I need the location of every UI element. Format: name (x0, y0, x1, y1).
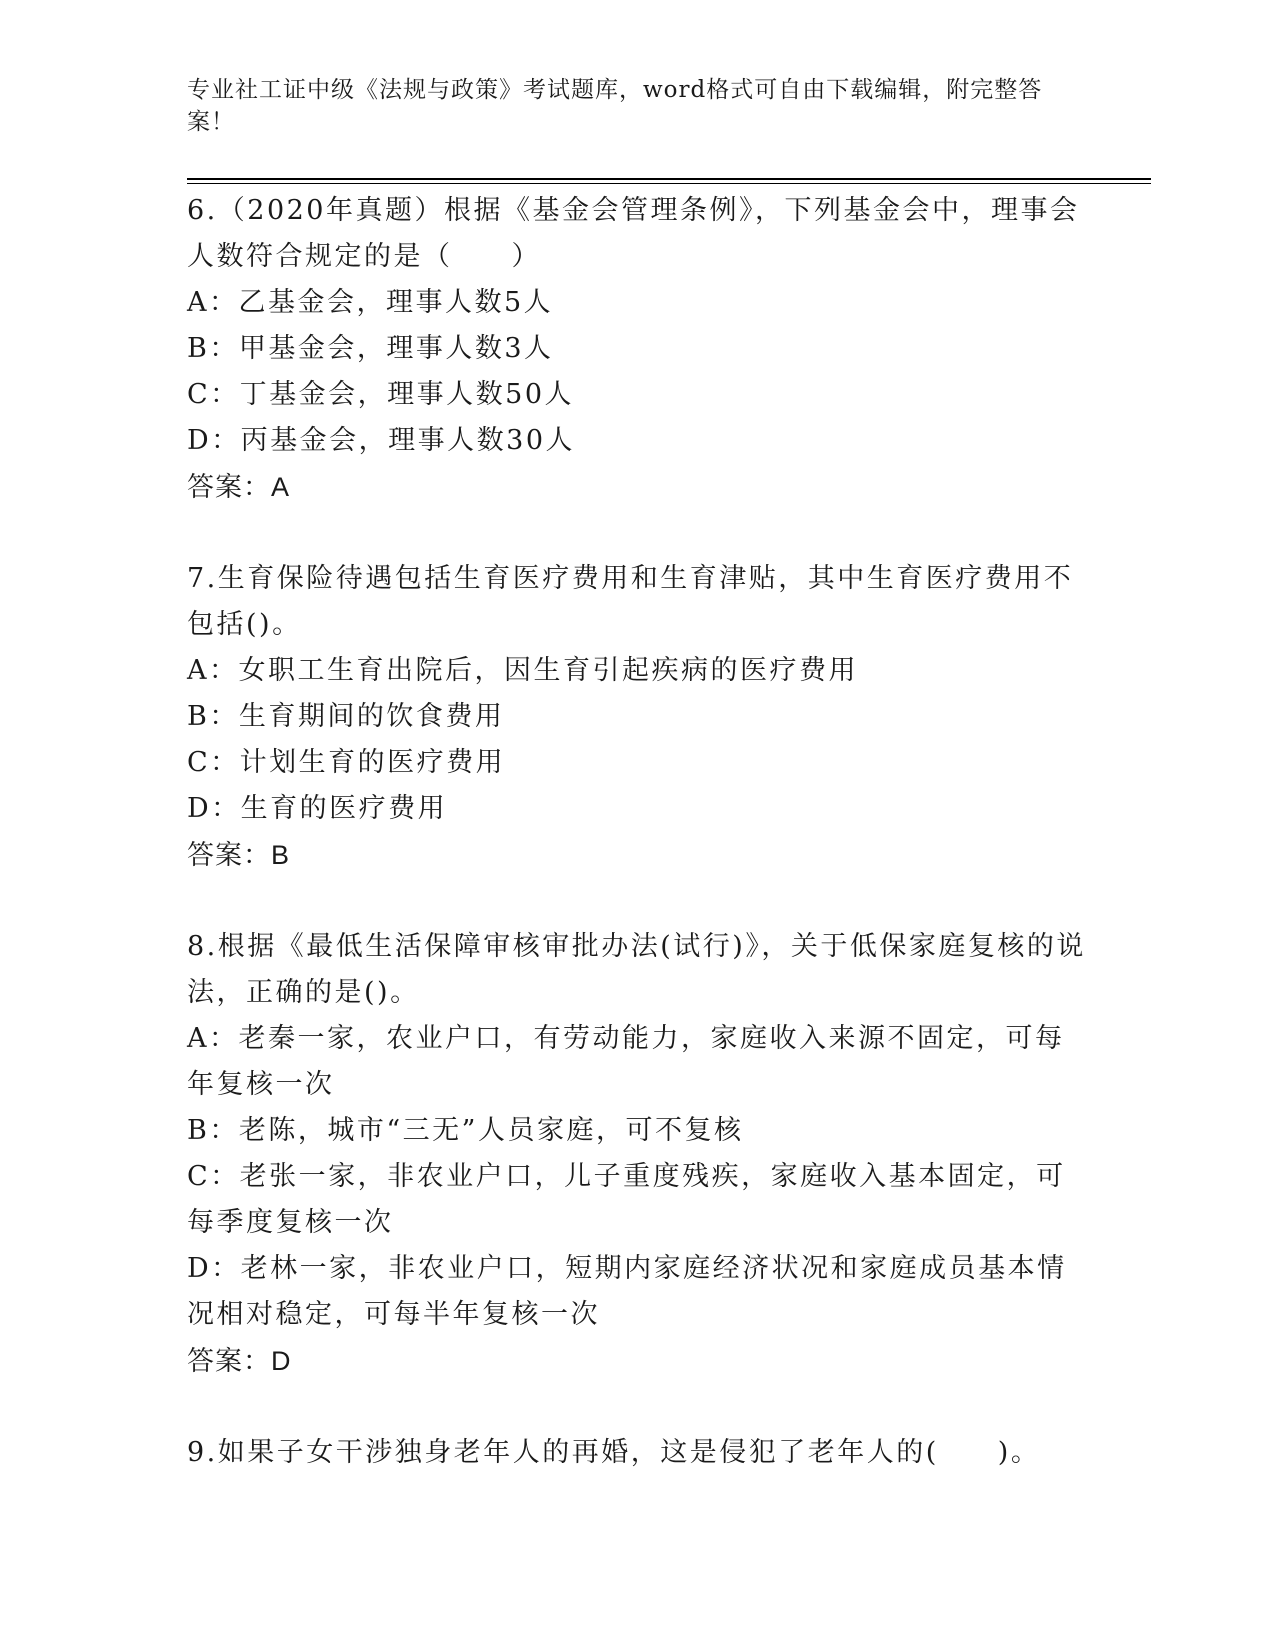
answer-line: 答案：B (187, 840, 291, 870)
header-rule-thin (187, 183, 1151, 184)
spacer (187, 510, 1087, 556)
question-8 (187, 924, 1087, 1384)
question-9 (187, 1430, 1087, 1476)
question-6 (187, 188, 1087, 510)
answer-line: 答案：A (187, 472, 291, 502)
question-stem: 9.如果子女干涉独身老年人的再婚，这是侵犯了老年人的( )。 (187, 1437, 1041, 1468)
spacer (187, 1384, 1087, 1430)
option-b: B：生育期间的饮食费用 (187, 701, 505, 732)
question-stem: 6.（2020年真题）根据《基金会管理条例》，下列基金会中，理事会人数符合规定的是（ ） (187, 195, 1080, 272)
header-rule-thick (187, 178, 1151, 180)
question-list (187, 188, 1087, 1476)
question-7 (187, 556, 1087, 878)
option-d: D：生育的医疗费用 (187, 793, 448, 824)
answer-line: 答案：D (187, 1346, 292, 1376)
option-c: C：丁基金会，理事人数50人 (187, 379, 575, 410)
document-header: 专业社工证中级《法规与政策》考试题库，word格式可自由下载编辑，附完整答案！ (187, 77, 1043, 135)
option-c: C：老张一家，非农业户口，儿子重度残疾，家庭收入基本固定，可每季度复核一次 (187, 1161, 1066, 1238)
question-stem: 8.根据《最低生活保障审核审批办法(试行)》，关于低保家庭复核的说法，正确的是()。 (187, 931, 1086, 1008)
spacer (187, 878, 1087, 924)
option-a: A：老秦一家，农业户口，有劳动能力，家庭收入来源不固定，可每年复核一次 (187, 1023, 1065, 1100)
option-d: D：丙基金会，理事人数30人 (187, 425, 576, 456)
option-d: D：老林一家，非农业户口，短期内家庭经济状况和家庭成员基本情况相对稳定，可每半年复核一次 (187, 1253, 1067, 1330)
option-a: A：女职工生育出院后，因生育引起疾病的医疗费用 (187, 655, 858, 686)
option-b: B：老陈，城市“三无”人员家庭，可不复核 (187, 1115, 744, 1146)
option-a: A：乙基金会，理事人数5人 (187, 287, 554, 318)
option-b: B：甲基金会，理事人数3人 (187, 333, 554, 364)
question-stem: 7.生育保险待遇包括生育医疗费用和生育津贴，其中生育医疗费用不包括()。 (187, 563, 1074, 640)
option-c: C：计划生育的医疗费用 (187, 747, 506, 778)
